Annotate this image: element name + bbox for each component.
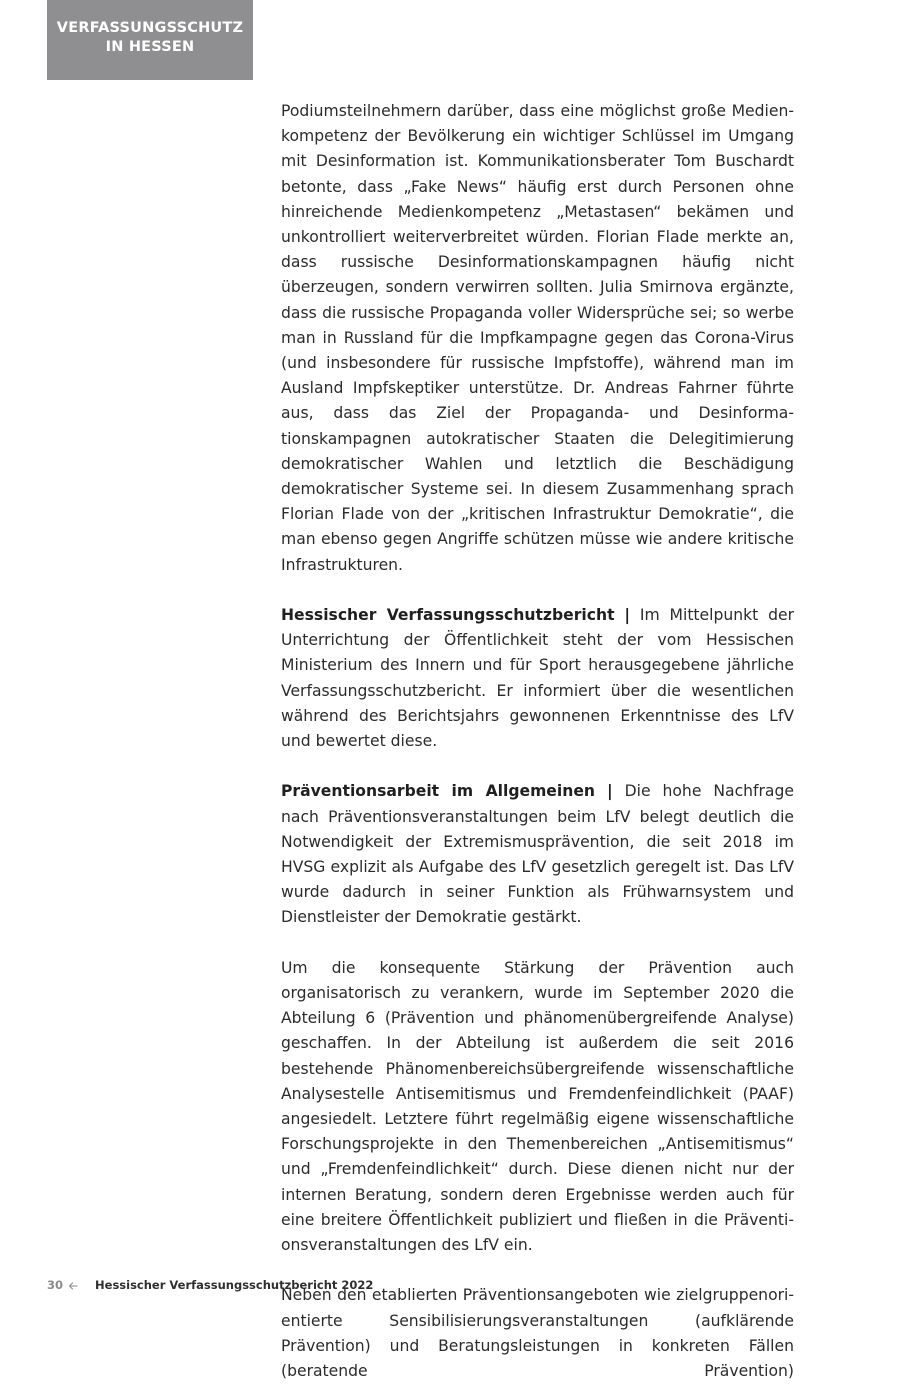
paragraph-podium <box>281 99 794 578</box>
paragraph-lead: Hessischer Verfassungsschutzbericht <box>281 606 615 625</box>
paragraph-text: Die hohe Nachfrage nach Präventionsveranstaltungen beim LfV belegt deutlich die Notwendigkeit der Extremismusprävention, die seit 2018 im HVSG explizit als Aufgabe des LfV gesetzlich geregelt ist. Das LfV wurde dadurch in seiner Funktion als Frühwarnsystem und Dienstleister der Demokratie gestärkt. <box>281 782 794 927</box>
paragraph-text: Podiumsteilnehmern darüber, dass eine möglichst große Medienkompetenz der Bevölkerung ein wichtiger Schlüssel im Umgang mit Desinformation ist. Kommunikationsberater Tom Buschardt betonte, dass „Fake News“ häufig erst durch Personen ohne hinreichende Medienkompetenz „Metastasen“ bekämen und unkontrolliert weiterverbreitet würden. Florian Flade merkte an, dass russische Desinformationskampagnen häufig nicht überzeugen, sondern verwirren sollten. Julia Smirnova ergänzte, dass die russische Propaganda voller Widersprüche sei; so werbe man in Russland für die Impfkampagne gegen das Corona-Virus (und insbesondere für russische Impfstoffe), während man im Ausland Impfskeptiker unterstütze. Dr. Andreas Fahrner führte aus, dass das Ziel der Propaganda- und Desinformationskampagnen autokratischer Staaten die Delegitimierung demokratischer Wahlen und letztlich die Beschädigung demokratischer Systeme sei. In diesem Zusammenhang sprach Florian Flade von der „kritischen Infrastruktur Demokratie“, die man ebenso gegen Angriffe schützen müsse wie andere kritische Infrastrukturen. <box>281 102 794 574</box>
body-text <box>281 99 794 1384</box>
paragraph-text: Neben den etablierten Präventionsangeboten wie zielgruppenorientierte Sensibilisierungsveranstaltungen (aufklärende Prävention) und Beratungsleistungen in konkreten Fällen (beratende Prävention) <box>281 1286 794 1381</box>
lead-separator: | <box>606 782 613 801</box>
document-title: Hessischer Verfassungsschutzbericht 2022 <box>95 1278 374 1292</box>
paragraph-text: Um die konsequente Stärkung der Prävention auch organisatorisch zu verankern, wurde im September 2020 die Abteilung 6 (Prävention und phänomenübergreifende Analyse) geschaffen. In der Abteilung ist außerdem die seit 2016 bestehende Phänomenbereichsübergreifende wissenschaftliche Analysestelle Antisemitismus und Fremdenfeindlichkeit (PAAF) angesiedelt. Letztere führt regelmäßig eigene wissenschaftliche Forschungsprojekte in den Themenbereichen „Antisemitismus“ und „Fremdenfeindlichkeit“ durch. Diese dienen nicht nur der internen Beratung, sondern deren Ergebnisse werden auch für eine breitere Öffentlichkeit publiziert und fließen in die Präventionsveranstaltungen des LfV ein. <box>281 958 794 1255</box>
paragraph-text: Im Mittelpunkt der Unterrichtung der Öffentlichkeit steht der vom Hessischen Ministerium des Innern und für Sport herausgegebene jährliche Verfassungsschutzbericht. Er informiert über die wesentlichen während des Berichtsjahrs gewonnenen Erkenntnisse des LfV und bewertet diese. <box>281 606 795 751</box>
section-header-line-1: VERFASSUNGSSCHUTZ <box>56 20 244 36</box>
left-arrow-icon <box>68 1280 78 1290</box>
page-number: 30 <box>47 1278 64 1292</box>
paragraph-praeventionsarbeit <box>281 779 794 930</box>
paragraph-lead: Präventionsarbeit im Allgemeinen <box>281 782 596 801</box>
page-footer <box>47 1278 373 1292</box>
paragraph-abteilung <box>281 956 794 1258</box>
paragraph-verfassungsschutzbericht <box>281 603 794 754</box>
lead-separator: | <box>624 606 631 625</box>
section-header-tab <box>47 0 253 80</box>
section-header-line-2: IN HESSEN <box>105 39 195 55</box>
paragraph-praeventionsangebote <box>281 1283 794 1384</box>
